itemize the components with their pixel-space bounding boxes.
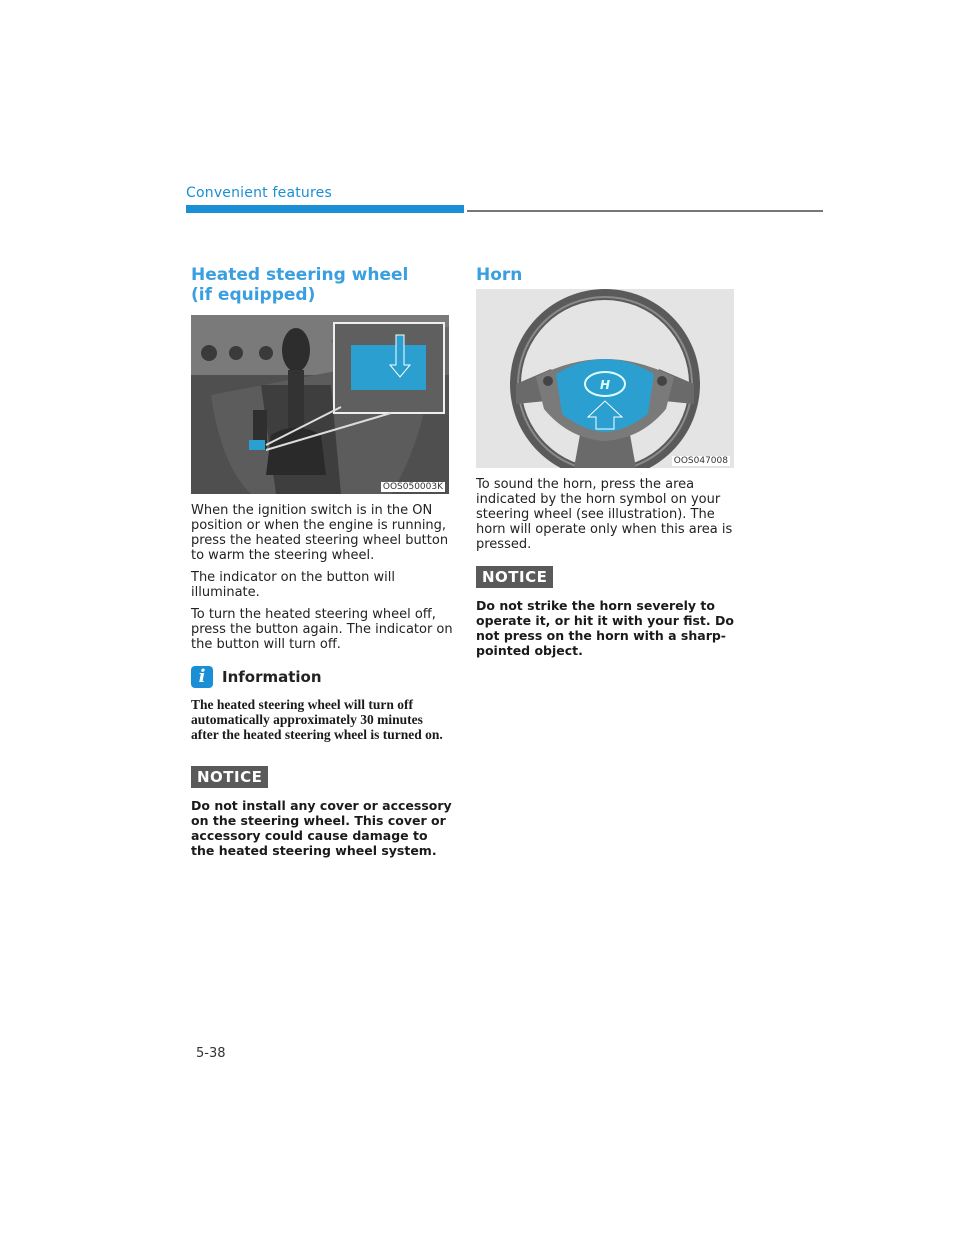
notice-text: Do not strike the horn severely to operate it, or hit it with your fist. Do not press on the horn with a sharp-pointed object. [476,598,734,658]
information-text: The heated steering wheel will turn off automatically approximately 30 minutes after the heated steering wheel is turned on. [191,697,443,742]
horn-figure [476,289,734,468]
center-console-illustration [191,315,449,494]
page-number: 5-38 [196,1046,226,1061]
notice-text: Do not install any cover or accessory on the steering wheel. This cover or accessory could cause damage to the heated steering wheel system. [191,798,452,858]
horn-title: Horn [476,265,523,285]
heated-steering-title [191,265,451,305]
horn-notice-box [476,567,738,658]
information-box [191,666,453,742]
paragraph: To turn the heated steering wheel off, press the button again. The indicator on the button will turn off. [191,607,453,652]
steering-wheel-illustration [476,289,734,468]
heated-steering-body [191,503,453,659]
notice-badge: NOTICE [476,566,553,588]
figure-code: OOS050003K [382,482,443,492]
heated-steering-title-line1: Heated steering wheel [191,265,409,285]
paragraph: To sound the horn, press the area indicated by the horn symbol on your steering wheel (see illustration). The horn will operate only when this area is pressed. [476,477,733,552]
info-icon: i [191,666,213,688]
information-title: Information [222,668,322,686]
header-accent-bar [186,205,464,213]
svg-text:H: H [599,378,611,392]
heated-steering-figure [191,315,449,494]
paragraph: The indicator on the button will illuminate. [191,570,395,600]
section-header: Convenient features [186,185,332,201]
figure-code: OOS047008 [673,456,728,466]
horn-body [476,477,738,559]
notice-box [191,767,453,858]
header-rule [467,210,823,212]
paragraph: When the ignition switch is in the ON position or when the engine is running, press the heated steering wheel button to warm the steering wheel. [191,503,449,563]
notice-badge: NOTICE [191,766,268,788]
heated-steering-title-line2: (if equipped) [191,285,316,305]
